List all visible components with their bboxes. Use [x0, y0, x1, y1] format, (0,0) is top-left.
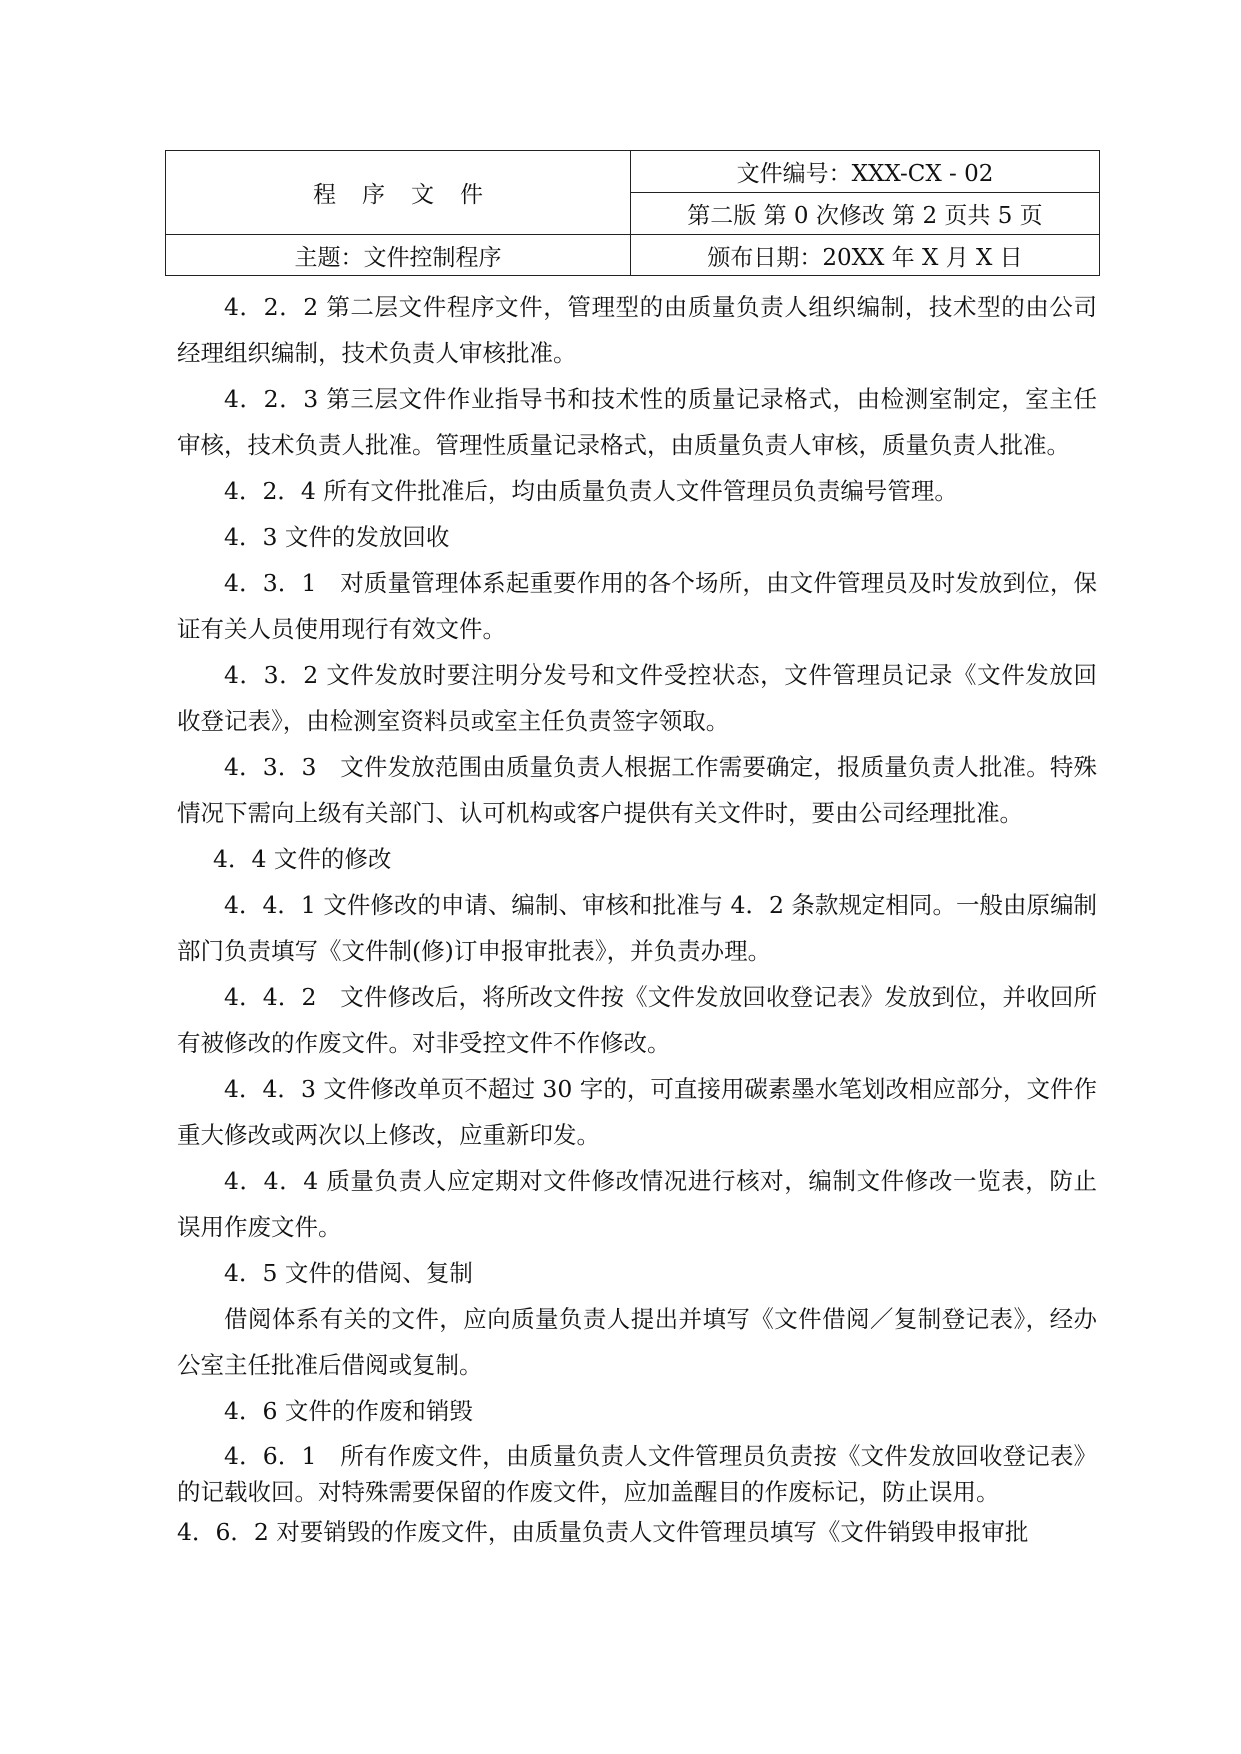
section-heading-4-3: 4．3 文件的发放回收: [224, 523, 450, 551]
paragraph-4-3-2: 4．3．2 文件发放时要注明分发号和文件受控状态，文件管理员记录《文件发放回收登记表》，由检测室资料员或室主任负责签字领取。: [177, 661, 1097, 735]
paragraph-4-3-1: 4．3．1 对质量管理体系起重要作用的各个场所，由文件管理员及时发放到位，保证有关人员使用现行有效文件。: [177, 569, 1097, 643]
paragraph-4-4-3: 4．4．3 文件修改单页不超过 30 字的，可直接用碳素墨水笔划改相应部分，文件作重大修改或两次以上修改，应重新印发。: [177, 1075, 1097, 1149]
issue-date: 颁布日期：20XX 年 X 月 X 日: [631, 235, 1100, 276]
paragraph-4-2-4: 4．2．4 所有文件批准后，均由质量负责人文件管理员负责编号管理。: [224, 477, 958, 505]
paragraph-borrowing: 借阅体系有关的文件，应向质量负责人提出并填写《文件借阅／复制登记表》，经办公室主任批准后借阅或复制。: [177, 1305, 1097, 1379]
section-heading-4-6: 4．6 文件的作废和销毁: [224, 1397, 473, 1425]
document-version: 第二版 第 0 次修改 第 2 页共 5 页: [631, 193, 1100, 235]
document-header-table: [165, 150, 1100, 276]
paragraph-4-6-1: 4．6．1 所有作废文件，由质量负责人文件管理员负责按《文件发放回收登记表》的记载收回。对特殊需要保留的作废文件，应加盖醒目的作废标记，防止误用。: [177, 1442, 1097, 1506]
paragraph-4-4-2: 4．4．2 文件修改后，将所改文件按《文件发放回收登记表》发放到位，并收回所有被修改的作废文件。对非受控文件不作修改。: [177, 983, 1097, 1057]
paragraph-4-6-2: 4．6．2 对要销毁的作废文件，由质量负责人文件管理员填写《文件销毁申报审批: [177, 1518, 1029, 1546]
paragraph-4-2-3: 4．2．3 第三层文件作业指导书和技术性的质量记录格式，由检测室制定，室主任审核，技术负责人批准。管理性质量记录格式，由质量负责人审核，质量负责人批准。: [177, 385, 1097, 459]
document-number: 文件编号：XXX-CX - 02: [631, 151, 1100, 193]
document-title: 程序文件: [166, 151, 631, 235]
section-heading-4-5: 4．5 文件的借阅、复制: [224, 1259, 473, 1287]
paragraph-4-4-1: 4．4．1 文件修改的申请、编制、审核和批准与 4．2 条款规定相同。一般由原编制部门负责填写《文件制(修)订申报审批表》，并负责办理。: [177, 891, 1097, 965]
paragraph-4-3-3: 4．3．3 文件发放范围由质量负责人根据工作需要确定，报质量负责人批准。特殊情况下需向上级有关部门、认可机构或客户提供有关文件时，要由公司经理批准。: [177, 753, 1097, 827]
paragraph-4-2-2: 4．2．2 第二层文件程序文件，管理型的由质量负责人组织编制，技术型的由公司经理组织编制，技术负责人审核批准。: [177, 293, 1097, 367]
section-heading-4-4: 4．4 文件的修改: [213, 845, 392, 873]
document-subject: 主题：文件控制程序: [166, 235, 631, 276]
document-body: [177, 284, 1097, 1550]
paragraph-4-4-4: 4．4．4 质量负责人应定期对文件修改情况进行核对，编制文件修改一览表，防止误用作废文件。: [177, 1167, 1097, 1241]
